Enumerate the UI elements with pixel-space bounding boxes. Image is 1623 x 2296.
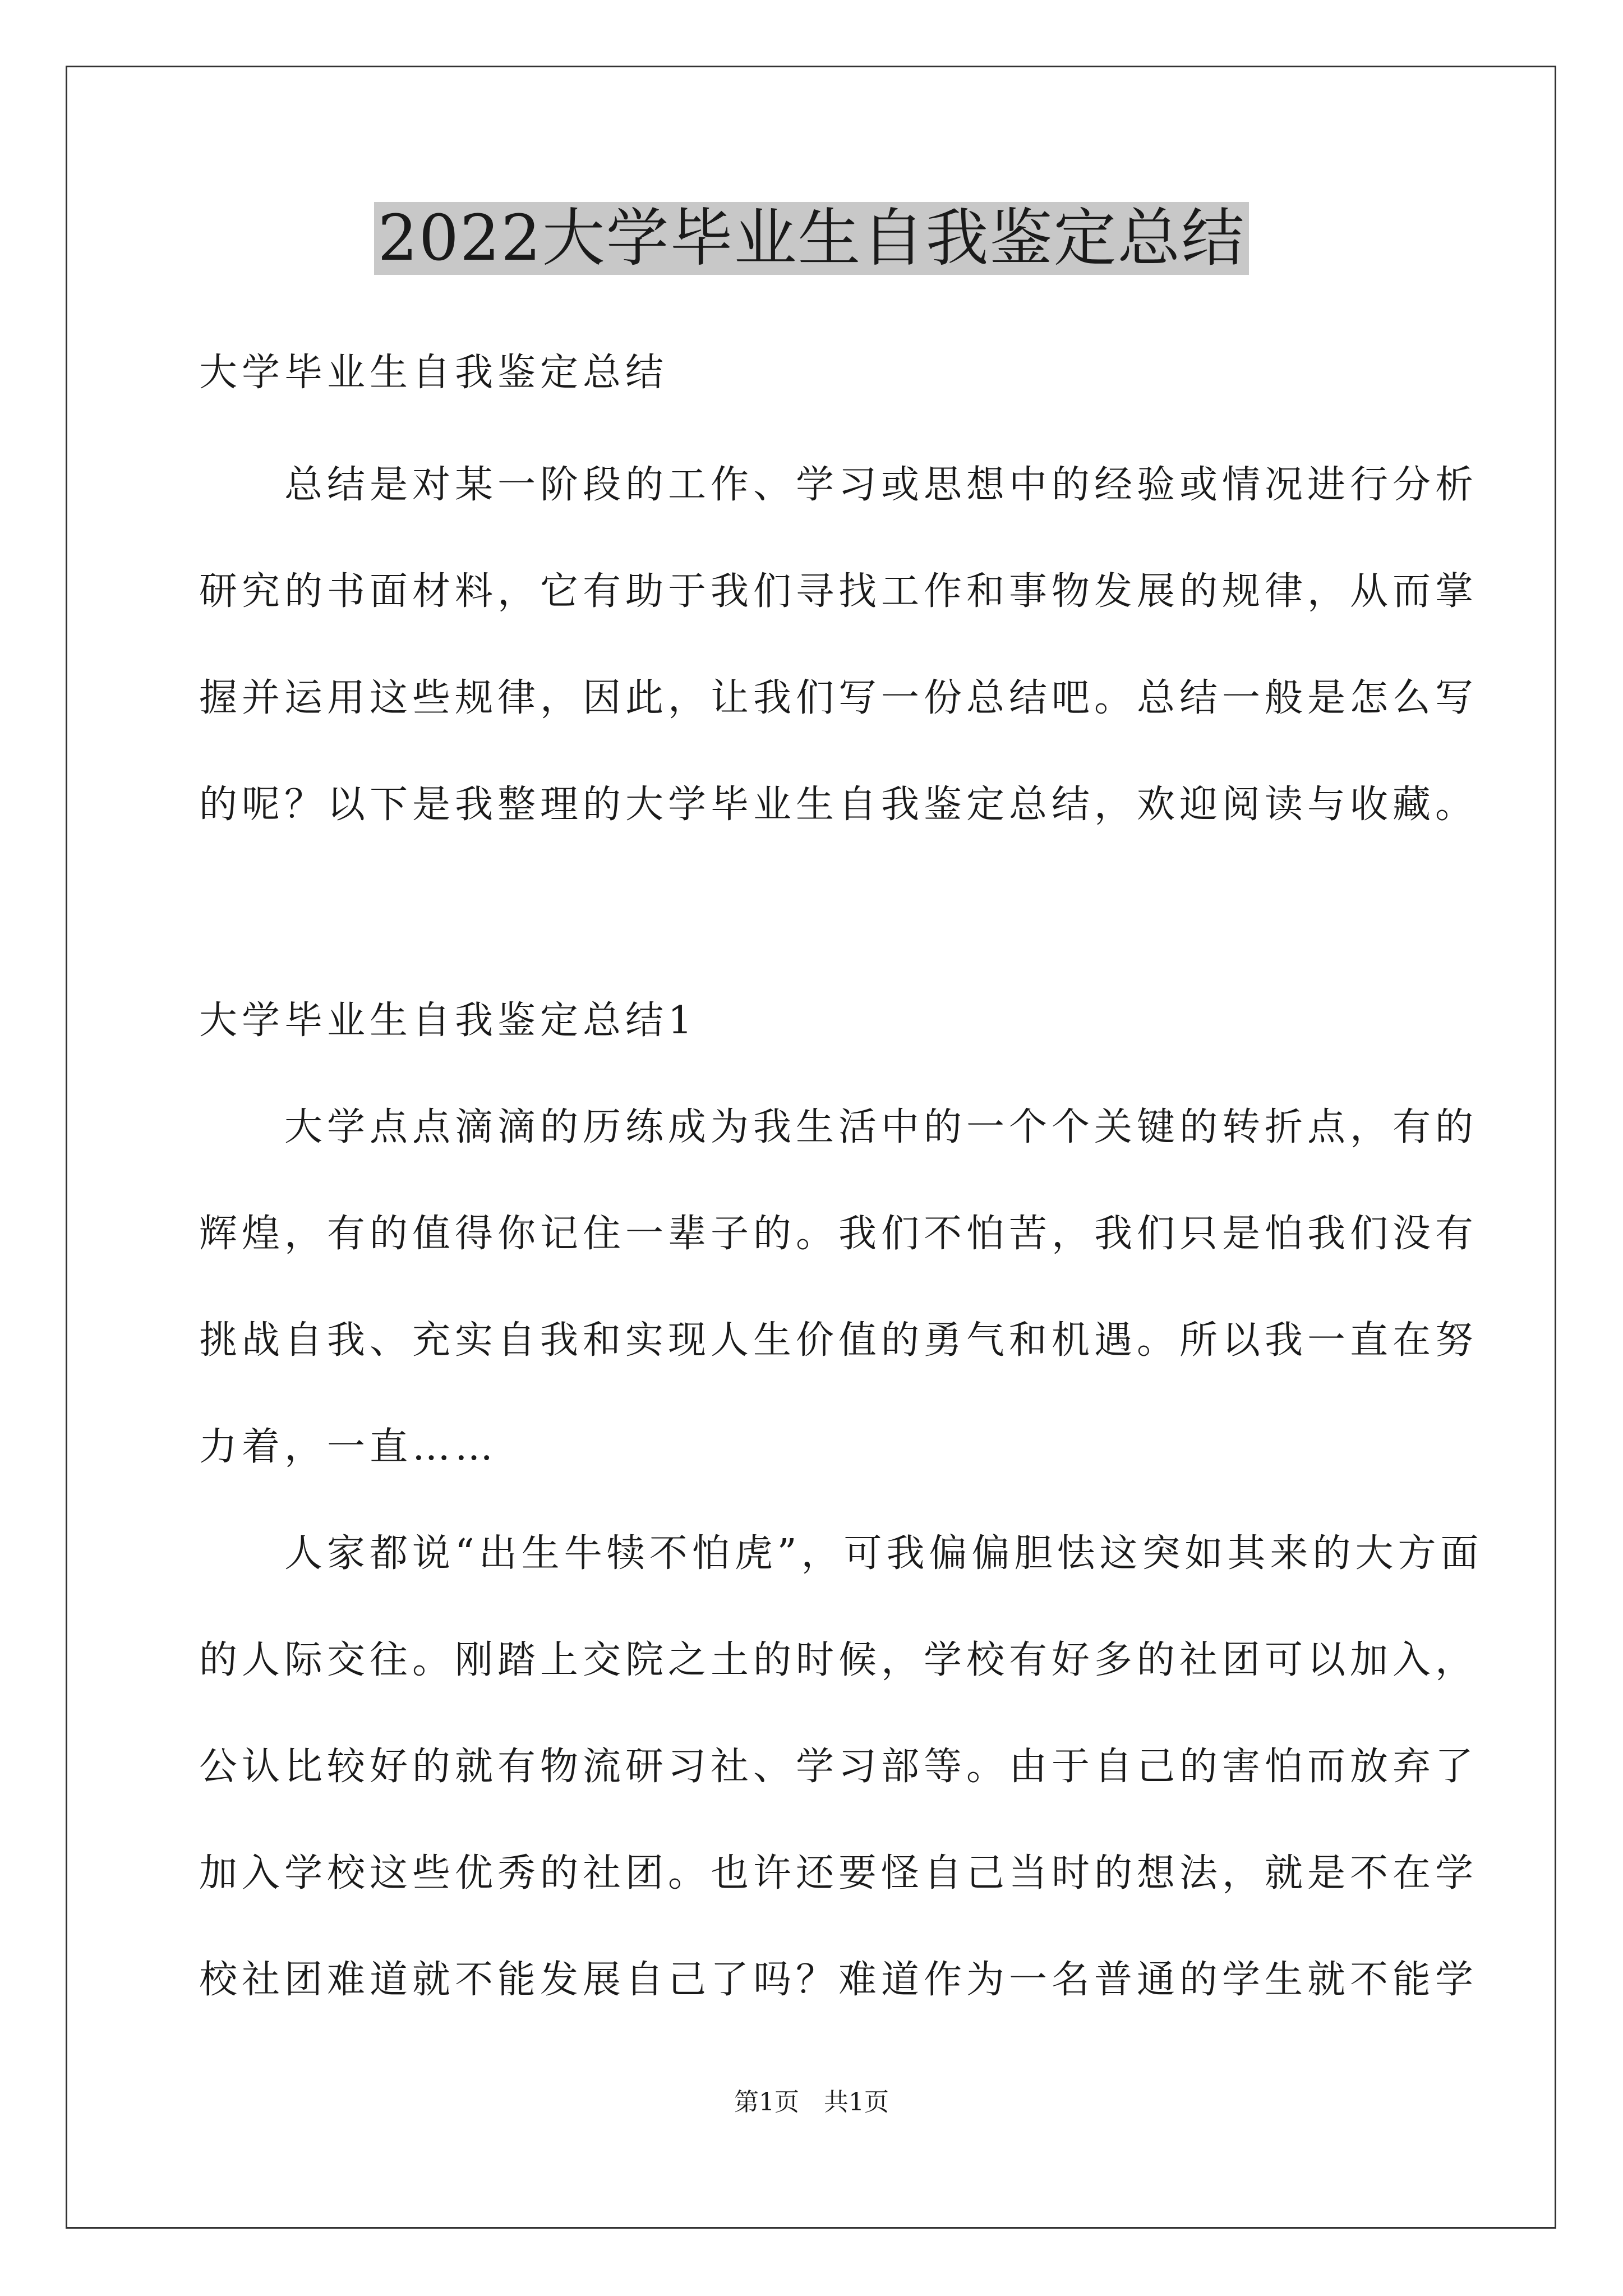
page-footer: 第1页 共1页 [734,2088,889,2116]
subtitle: 大学毕业生自我鉴定总结 [199,351,668,395]
intro-line-3: 握并运用这些规律，因此，让我们写一份总结吧。总结一般是怎么写 [199,676,1478,720]
intro-line-1: 总结是对某一阶段的工作、学习或思想中的经验或情况进行分析 [199,463,1478,507]
intro-line-2: 研究的书面材料，它有助于我们寻找工作和事物发展的规律，从而掌 [199,569,1478,614]
section-heading: 大学毕业生自我鉴定总结1 [199,999,697,1043]
para2-line-1: 人家都说“出生牛犊不怕虎”，可我偏偏胆怯这突如其来的大方面 [199,1531,1483,1576]
intro-line-4: 的呢？以下是我整理的大学毕业生自我鉴定总结，欢迎阅读与收藏。 [199,783,1478,827]
para1-line-1: 大学点点滴滴的历练成为我生活中的一个个关键的转折点，有的 [199,1105,1478,1149]
para2-line-4: 加入学校这些优秀的社团。也许还要怪自己当时的想法，就是不在学 [199,1851,1478,1895]
para1-line-2: 辉煌，有的值得你记住一辈子的。我们不怕苦，我们只是怕我们没有 [199,1212,1478,1256]
para2-line-5: 校社团难道就不能发展自己了吗？难道作为一名普通的学生就不能学 [199,1958,1478,2002]
para2-line-3: 公认比较好的就有物流研习社、学习部等。由于自己的害怕而放弃了 [199,1745,1478,1789]
para2-line-2: 的人际交往。刚踏上交院之土的时候，学校有好多的社团可以加入， [199,1638,1478,1682]
para1-line-4: 力着，一直…… [199,1425,498,1469]
document-title-text: 2022大学毕业生自我鉴定总结 [374,202,1248,275]
para1-line-3: 挑战自我、充实自我和实现人生价值的勇气和机遇。所以我一直在努 [199,1318,1478,1363]
document-title [0,196,1623,280]
